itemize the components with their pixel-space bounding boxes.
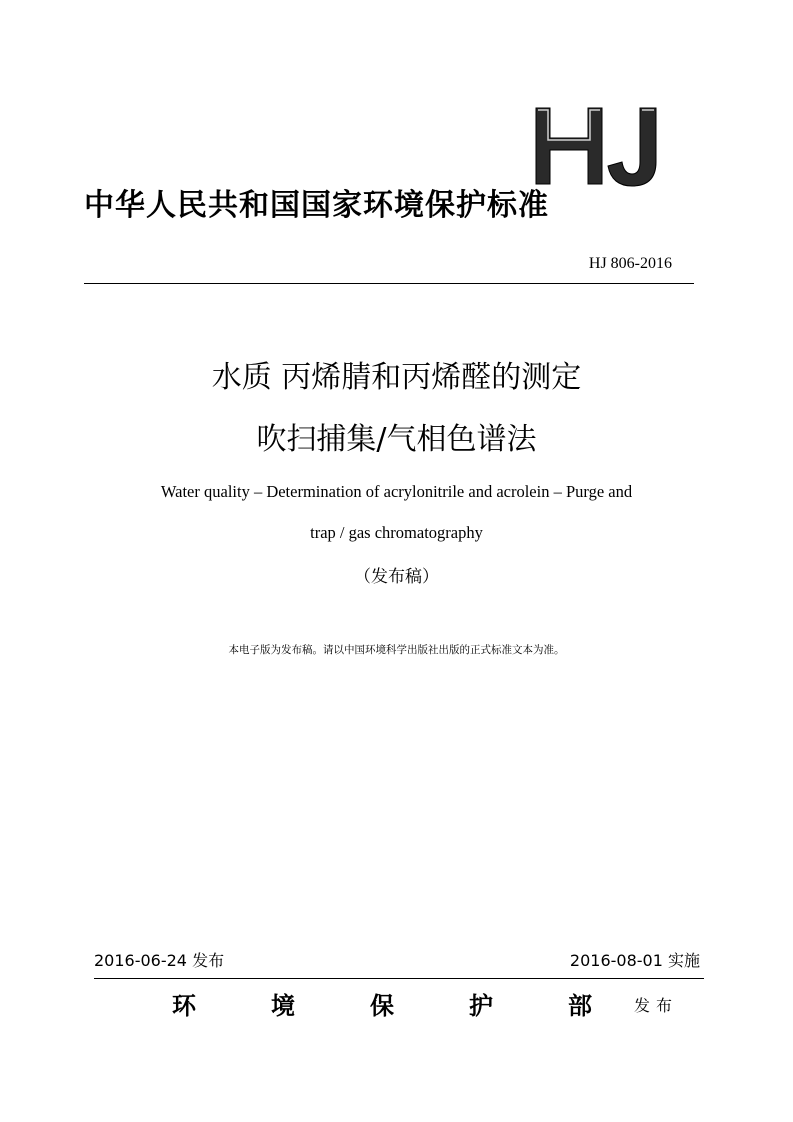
implementation-date: 2016-08-01 实施 (569, 951, 700, 970)
ministry-char: 保 (370, 991, 394, 1020)
edition-note: 本电子版为发布稿。请以中国环境科学出版社出版的正式标准文本为准。 (228, 644, 565, 656)
ministry-char: 境 (271, 991, 295, 1020)
draft-label: （发布稿） (354, 567, 439, 587)
title-cn-line2: 吹扫捕集/气相色谱法 (256, 422, 537, 457)
footer-divider (94, 978, 704, 979)
hj-logo (532, 104, 666, 188)
standard-number: HJ 806-2016 (588, 255, 672, 272)
issuing-ministry (172, 990, 592, 1022)
title-en-line1: Water quality – Determination of acrylonitrile and acrolein – Purge and (160, 482, 633, 501)
issue-date: 2016-06-24 发布 (94, 951, 225, 970)
title-en-line2: trap / gas chromatography (310, 523, 483, 542)
ministry-char: 环 (172, 991, 196, 1020)
ministry-char: 护 (469, 991, 493, 1020)
standard-organization: 中华人民共和国国家环境保护标准 (84, 188, 549, 223)
ministry-char: 部 (568, 991, 592, 1020)
issuer-label: 发布 (634, 996, 679, 1015)
title-cn-line1: 水质 丙烯腈和丙烯醛的测定 (211, 360, 582, 395)
header-divider (84, 283, 694, 284)
